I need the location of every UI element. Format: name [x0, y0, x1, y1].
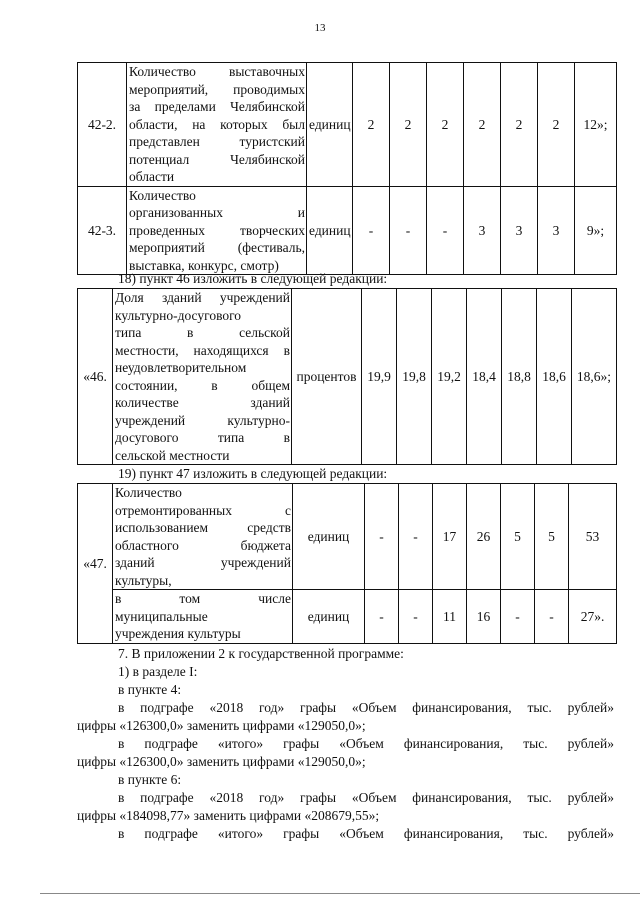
desc-line: количестве зданий: [115, 395, 290, 410]
desc-line: мероприятий (фестиваль,: [129, 240, 305, 255]
table-row-47: [78, 484, 617, 590]
value-cell: 9»;: [575, 186, 617, 275]
row-number: 42-2.: [78, 63, 127, 187]
value-cell: 2: [501, 63, 538, 187]
desc-line: за пределами Челябинской: [129, 99, 305, 114]
value-cell: 18,4: [467, 289, 502, 465]
desc-line: выставка, конкурс, смотр): [129, 257, 279, 273]
item-18-text: 18) пункт 46 изложить в следующей редакции:: [118, 271, 388, 286]
paragraph-line: цифры «126300,0» заменить цифрами «129050,0»;: [77, 718, 366, 733]
desc-line: Количество: [115, 485, 182, 500]
value-cell: 17: [433, 484, 467, 590]
value-cell: 18,8: [502, 289, 537, 465]
unit-cell: единиц: [307, 186, 353, 275]
value-cell: 12»;: [575, 63, 617, 187]
desc-line: в том числе: [115, 591, 291, 606]
value-cell: -: [390, 186, 427, 275]
indicators-table-46: [77, 288, 617, 465]
desc-line: сельской местности: [115, 447, 230, 463]
value-cell: 26: [467, 484, 501, 590]
desc-line: типа в сельской: [115, 325, 290, 340]
value-cell: 5: [535, 484, 569, 590]
desc-line: Количество выставочных: [129, 64, 305, 79]
desc-line: мероприятий, проводимых: [129, 81, 305, 97]
value-cell: -: [399, 484, 433, 590]
row-number: «46.: [78, 289, 113, 465]
desc-line: проведенных творческих: [129, 222, 305, 238]
desc-line: учреждения культуры: [115, 626, 241, 641]
paragraph-line: в подграфе «итого» графы «Объем финансирования, тыс. рублей»: [118, 826, 614, 841]
desc-line: потенциал Челябинской: [129, 151, 305, 167]
unit-cell: процентов: [292, 289, 362, 465]
value-cell: 2: [427, 63, 464, 187]
desc-line: представлен туристский: [129, 134, 305, 149]
paragraph-line: в подграфе «2018 год» графы «Объем финансирования, тыс. рублей»: [118, 790, 614, 805]
value-cell: -: [365, 484, 399, 590]
desc-line: отремонтированных с: [115, 502, 291, 518]
unit-cell: единиц: [307, 63, 353, 187]
desc-line: использованием средств: [115, 520, 291, 535]
desc-line: Количество: [129, 187, 196, 203]
table-row-42-3: [78, 186, 617, 275]
value-cell: 27».: [569, 590, 617, 644]
paragraph-line: цифры «184098,77» заменить цифрами «208679,55»;: [77, 808, 380, 823]
value-cell: 11: [433, 590, 467, 644]
value-cell: 3: [464, 186, 501, 275]
value-cell: 16: [467, 590, 501, 644]
value-cell: 19,9: [362, 289, 397, 465]
value-cell: -: [353, 186, 390, 275]
value-cell: 3: [538, 186, 575, 275]
desc-line: Доля зданий учреждений: [115, 290, 290, 305]
desc-line: областного бюджета: [115, 537, 291, 553]
table-row-47-sub: [78, 590, 617, 644]
bottom-rule: [40, 893, 640, 894]
value-cell: -: [427, 186, 464, 275]
value-cell: -: [535, 590, 569, 644]
value-cell: -: [365, 590, 399, 644]
value-cell: 19,2: [432, 289, 467, 465]
value-cell: 2: [390, 63, 427, 187]
desc-line: культуры,: [115, 572, 172, 588]
desc-line: организованных и: [129, 205, 305, 220]
page-number: 13: [314, 22, 326, 34]
value-cell: 18,6»;: [572, 289, 617, 465]
indicator-description: [127, 63, 307, 187]
indicator-description: [127, 186, 307, 275]
unit-cell: единиц: [293, 590, 365, 644]
paragraph-line: в подграфе «2018 год» графы «Объем финансирования, тыс. рублей»: [118, 700, 614, 715]
table-row-46: [78, 289, 617, 465]
value-cell: 2: [464, 63, 501, 187]
value-cell: 2: [538, 63, 575, 187]
desc-line: зданий учреждений: [115, 555, 291, 570]
section-7-heading: 7. В приложении 2 к государственной программе:: [118, 646, 404, 661]
desc-line: местности, находящихся в: [115, 342, 290, 358]
desc-line: неудовлетворительном: [115, 360, 247, 375]
indicator-description: [113, 590, 293, 644]
paragraph-line: цифры «126300,0» заменить цифрами «129050,0»;: [77, 754, 366, 769]
subsection-1-text: 1) в разделе I:: [118, 664, 198, 679]
desc-line: муниципальные: [115, 608, 208, 624]
point-4-text: в пункте 4:: [118, 682, 182, 697]
desc-line: культурно-досугового: [115, 307, 242, 323]
value-cell: 3: [501, 186, 538, 275]
row-number: «47.: [78, 484, 113, 644]
value-cell: 2: [353, 63, 390, 187]
value-cell: -: [501, 590, 535, 644]
desc-line: досугового типа в: [115, 430, 290, 445]
indicator-description: [113, 484, 293, 590]
value-cell: 18,6: [537, 289, 572, 465]
table-row-42-2: [78, 63, 617, 187]
row-number: 42-3.: [78, 186, 127, 275]
desc-line: учреждений культурно-: [115, 412, 290, 428]
point-6-text: в пункте 6:: [118, 772, 182, 787]
value-cell: -: [399, 590, 433, 644]
desc-line: области, на которых был: [129, 116, 305, 132]
indicators-table-42: [77, 62, 617, 275]
value-cell: 5: [501, 484, 535, 590]
indicators-table-47: [77, 483, 617, 644]
desc-line: области: [129, 169, 175, 184]
unit-cell: единиц: [293, 484, 365, 590]
item-19-text: 19) пункт 47 изложить в следующей редакции:: [118, 466, 388, 481]
value-cell: 19,8: [397, 289, 432, 465]
paragraph-line: в подграфе «итого» графы «Объем финансирования, тыс. рублей»: [118, 736, 614, 751]
desc-line: состоянии, в общем: [115, 377, 290, 393]
indicator-description: [113, 289, 292, 465]
value-cell: 53: [569, 484, 617, 590]
